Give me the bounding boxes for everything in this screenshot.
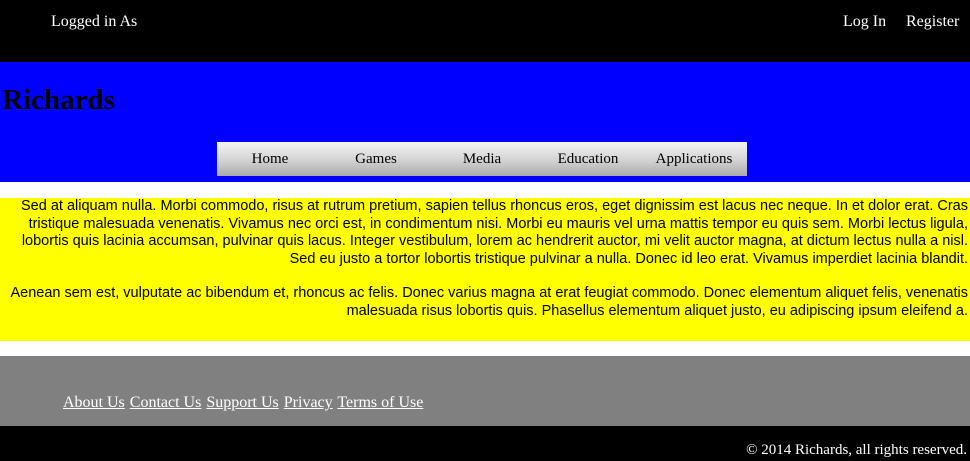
nav-item-games[interactable]: Games	[355, 150, 397, 167]
footer-links	[63, 394, 424, 412]
nav-item-education[interactable]: Education	[557, 150, 619, 167]
nav-item-media[interactable]: Media	[462, 150, 502, 167]
content-paragraph: Sed at aliquam nulla. Morbi commodo, risus at rutrum pretium, sapien tellus rhoncus eros, eget dignissim est lacus nec neque. In et dolor erat. Cras tristique malesuada venenatis. Vivamus nec orci est, in condimentum nisi. Morbi eu mauris vel urna mattis tempor eu quis sem. Morbi lectus ligula, lobortis quis lacinia accumsan, pulvinar quis lacus. Integer vestibulum, lorem ac hendrerit auctor, mi velit auctor magna, at dictum lectus nulla a nisl. Sed eu justo a tortor lobortis tristique pulvinar a nulla. Donec id leo erat. Vivamus imperdiet lacinia blandit.	[21, 198, 968, 267]
nav-item-home[interactable]: Home	[251, 150, 289, 167]
footer-links-bar	[0, 356, 970, 426]
footer-link-contact-us[interactable]: Contact Us	[129, 394, 202, 411]
footer-link-privacy[interactable]: Privacy	[283, 394, 333, 411]
footer-link-support-us[interactable]: Support Us	[206, 394, 279, 411]
nav-item-applications[interactable]: Applications	[655, 150, 733, 167]
top-bar	[0, 0, 970, 62]
register-link[interactable]: Register	[906, 13, 960, 30]
main-nav	[217, 142, 747, 176]
copyright-text: © 2014 Richards, all rights reserved.	[746, 442, 967, 458]
footer-link-terms-of-use[interactable]: Terms of Use	[337, 394, 424, 411]
footer-link-about-us[interactable]: About Us	[63, 394, 125, 411]
logged-in-label: Logged in As	[51, 13, 138, 30]
login-link[interactable]: Log In	[843, 13, 887, 30]
site-banner	[0, 62, 970, 182]
site-title: Richards	[2, 84, 115, 116]
copyright-bar	[0, 426, 970, 461]
main-content	[0, 198, 970, 341]
content-paragraph: Aenean sem est, vulputate ac bibendum et, rhoncus ac felis. Donec varius magna at erat feugiat commodo. Donec elementum aliquet felis, venenatis malesuada risus lobortis quis. Phasellus elementum aliquet justo, eu adipiscing ipsum eleifend a.	[10, 285, 968, 319]
